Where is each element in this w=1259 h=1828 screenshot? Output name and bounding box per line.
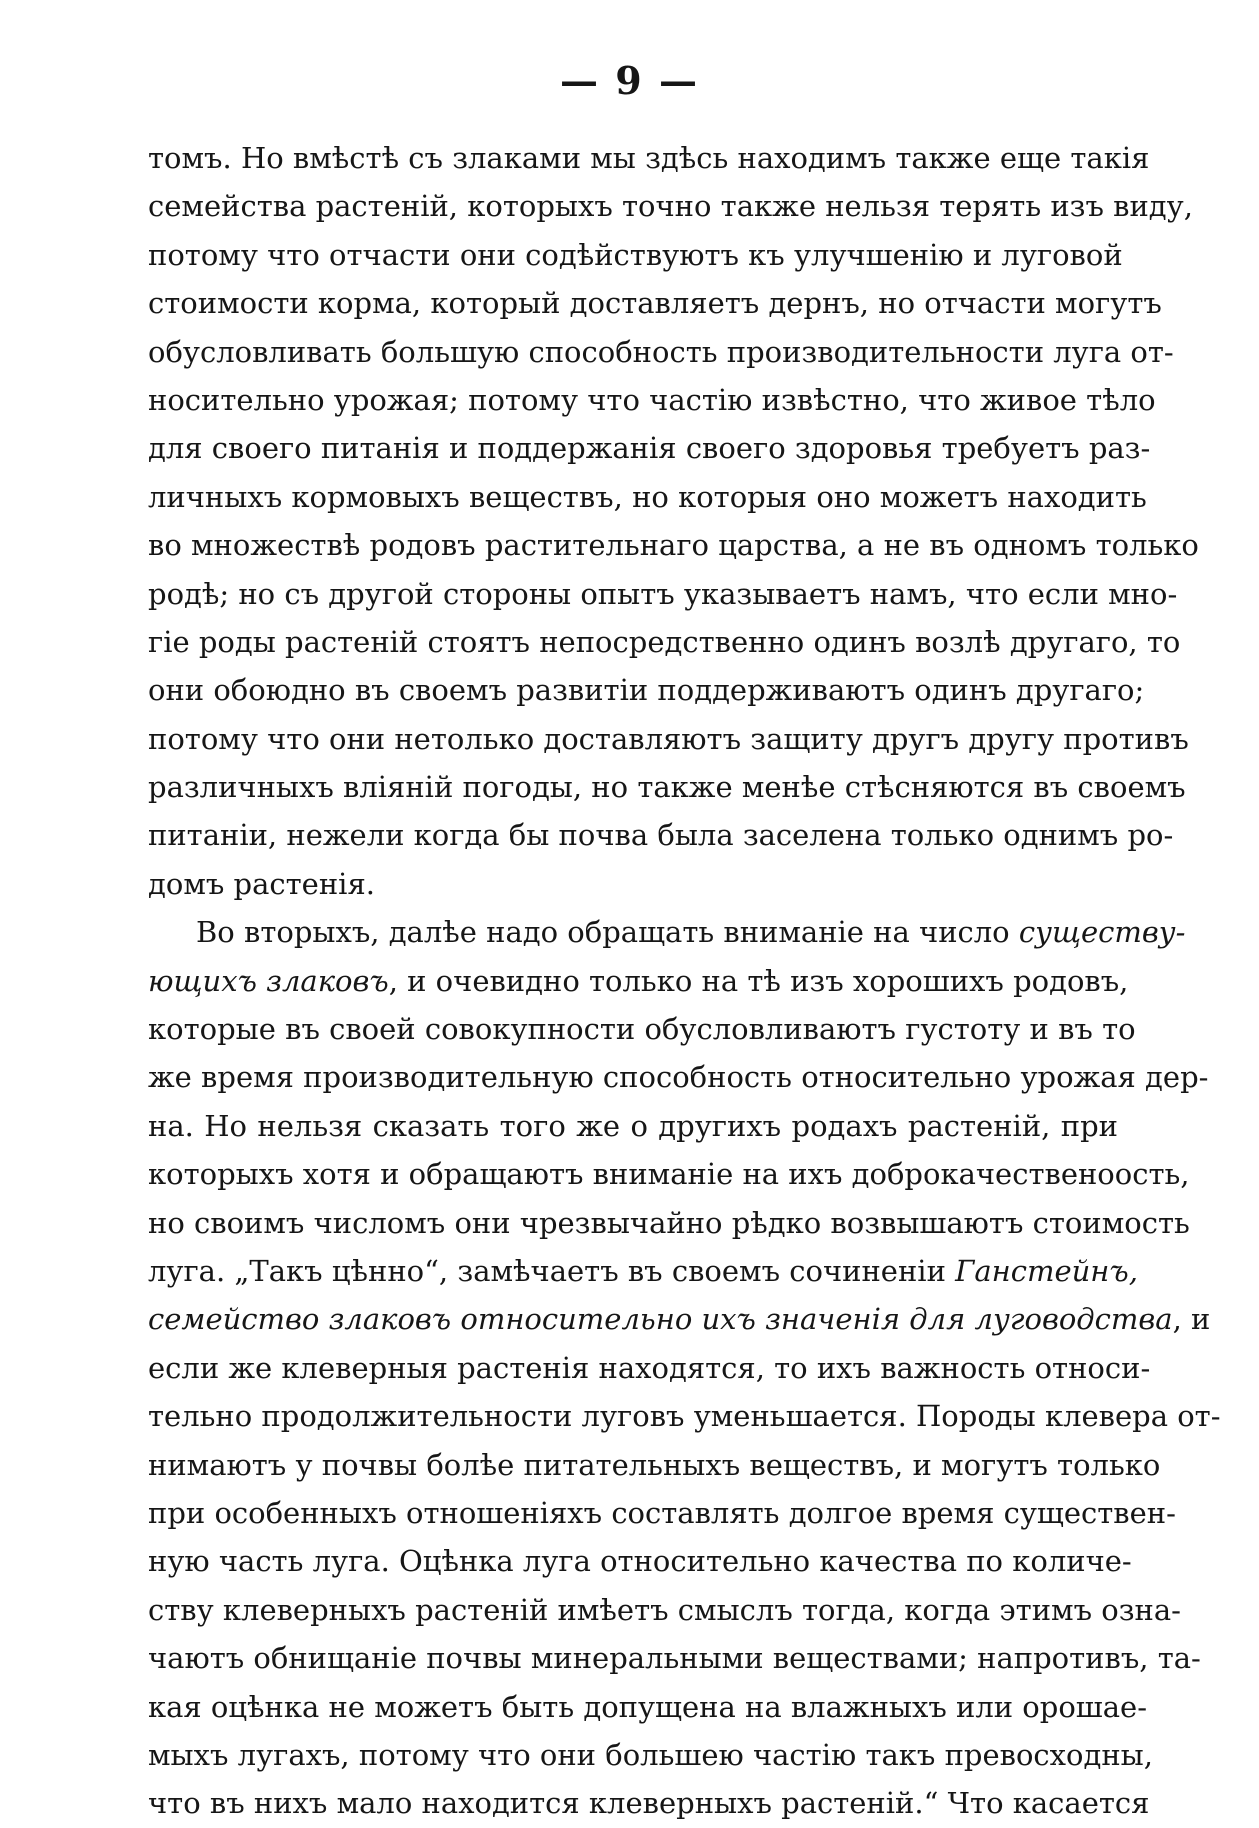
text-line: стоимости корма, который доставляетъ дернъ, но отчасти могутъ: [148, 286, 1162, 321]
text-line: томъ. Но вмѣстѣ съ злаками мы здѣсь находимъ также еще такія: [148, 141, 1150, 175]
text-line: нимаютъ у почвы болѣе питательныхъ веществъ, и могутъ только: [148, 1447, 1161, 1482]
text-line: они обоюдно въ своемъ развитіи поддерживаютъ одинъ другаго;: [148, 673, 1145, 708]
italic-term: существу-: [1018, 915, 1186, 950]
text-line: семейства растеній, которыхъ точно также нельзя терять изъ виду,: [148, 189, 1193, 224]
italic-term: ющихъ злаковъ: [148, 963, 389, 998]
text-line: обусловливать большую способность производительности луга от-: [148, 334, 1174, 369]
text-line: потому что они нетолько доставляютъ защиту другъ другу противъ: [148, 721, 1189, 756]
text-line: [148, 957, 1129, 1005]
text-line: ству клеверныхъ растеній имѣетъ смыслъ тогда, когда этимъ озна-: [148, 1592, 1181, 1627]
text-line: но своимъ числомъ они чрезвычайно рѣдко возвышаютъ стоимость: [148, 1205, 1190, 1240]
author-name: Ганстейнъ,: [955, 1253, 1138, 1288]
text-line: мыхъ лугахъ, потому что они большею частію такъ превосходны,: [148, 1737, 1153, 1772]
text-line: которые въ своей совокупности обусловливаютъ густоту и въ то: [148, 1012, 1136, 1047]
text-span: , и очевидно только на тѣ изъ хорошихъ родовъ,: [388, 963, 1129, 998]
text-line: гіе роды растеній стоятъ непосредственно одинъ возлѣ другаго, то: [148, 624, 1181, 659]
text-line: различныхъ вліяній погоды, но также менѣе стѣсняются въ своемъ: [148, 770, 1186, 805]
text-line: кая оцѣнка не можетъ быть допущена на влажныхъ или орошае-: [148, 1689, 1147, 1724]
text-span: , и: [1172, 1302, 1211, 1337]
text-span: Во вторыхъ, далѣе надо обращать вниманіе на число: [196, 915, 1019, 950]
text-line: тельно продолжительности луговъ уменьшается. Породы клевера от-: [148, 1399, 1221, 1434]
body-text: [148, 134, 1221, 1828]
text-line: чаютъ обнищаніе почвы минеральными веществами; напротивъ, та-: [148, 1641, 1201, 1676]
text-line: домъ растенія.: [148, 866, 375, 901]
text-line: же время производительную способность относительно урожая дер-: [148, 1060, 1209, 1095]
text-line: [148, 1247, 1138, 1295]
page-number: — 9 —: [560, 58, 699, 103]
text-line: родѣ; но съ другой стороны опытъ указываетъ намъ, что если мно-: [148, 576, 1178, 611]
book-title: семейство злаковъ относительно ихъ значенія для луговодства: [148, 1302, 1173, 1337]
text-line: что въ нихъ мало находится клеверныхъ растеній.“ Что касается: [148, 1786, 1150, 1821]
text-line: личныхъ кормовыхъ веществъ, но которыя оно можетъ находить: [148, 479, 1147, 514]
text-line: которыхъ хотя и обращаютъ вниманіе на ихъ доброкачественоость,: [148, 1157, 1190, 1192]
text-line: ную часть луга. Оцѣнка луга относительно качества по количе-: [148, 1544, 1132, 1579]
text-line: при особенныхъ отношеніяхъ составлять долгое время существен-: [148, 1495, 1176, 1530]
text-line: потому что отчасти они содѣйствуютъ къ улучшенію и луговой: [148, 237, 1123, 272]
text-span: луга. „Такъ цѣнно“, замѣчаетъ въ своемъ сочиненіи: [148, 1253, 956, 1288]
text-line: [148, 908, 1186, 956]
text-line: если же клеверныя растенія находятся, то ихъ важность относи-: [148, 1350, 1151, 1385]
text-line: [148, 1295, 1211, 1343]
text-line: носительно урожая; потому что частію извѣстно, что живое тѣло: [148, 382, 1156, 417]
text-line: питаніи, нежели когда бы почва была заселена только однимъ ро-: [148, 818, 1174, 853]
text-line: во множествѣ родовъ растительнаго царства, а не въ одномъ только: [148, 528, 1199, 563]
text-line: на. Но нельзя сказать того же о другихъ родахъ растеній, при: [148, 1108, 1118, 1143]
text-line: для своего питанія и поддержанія своего здоровья требуетъ раз-: [148, 431, 1151, 466]
